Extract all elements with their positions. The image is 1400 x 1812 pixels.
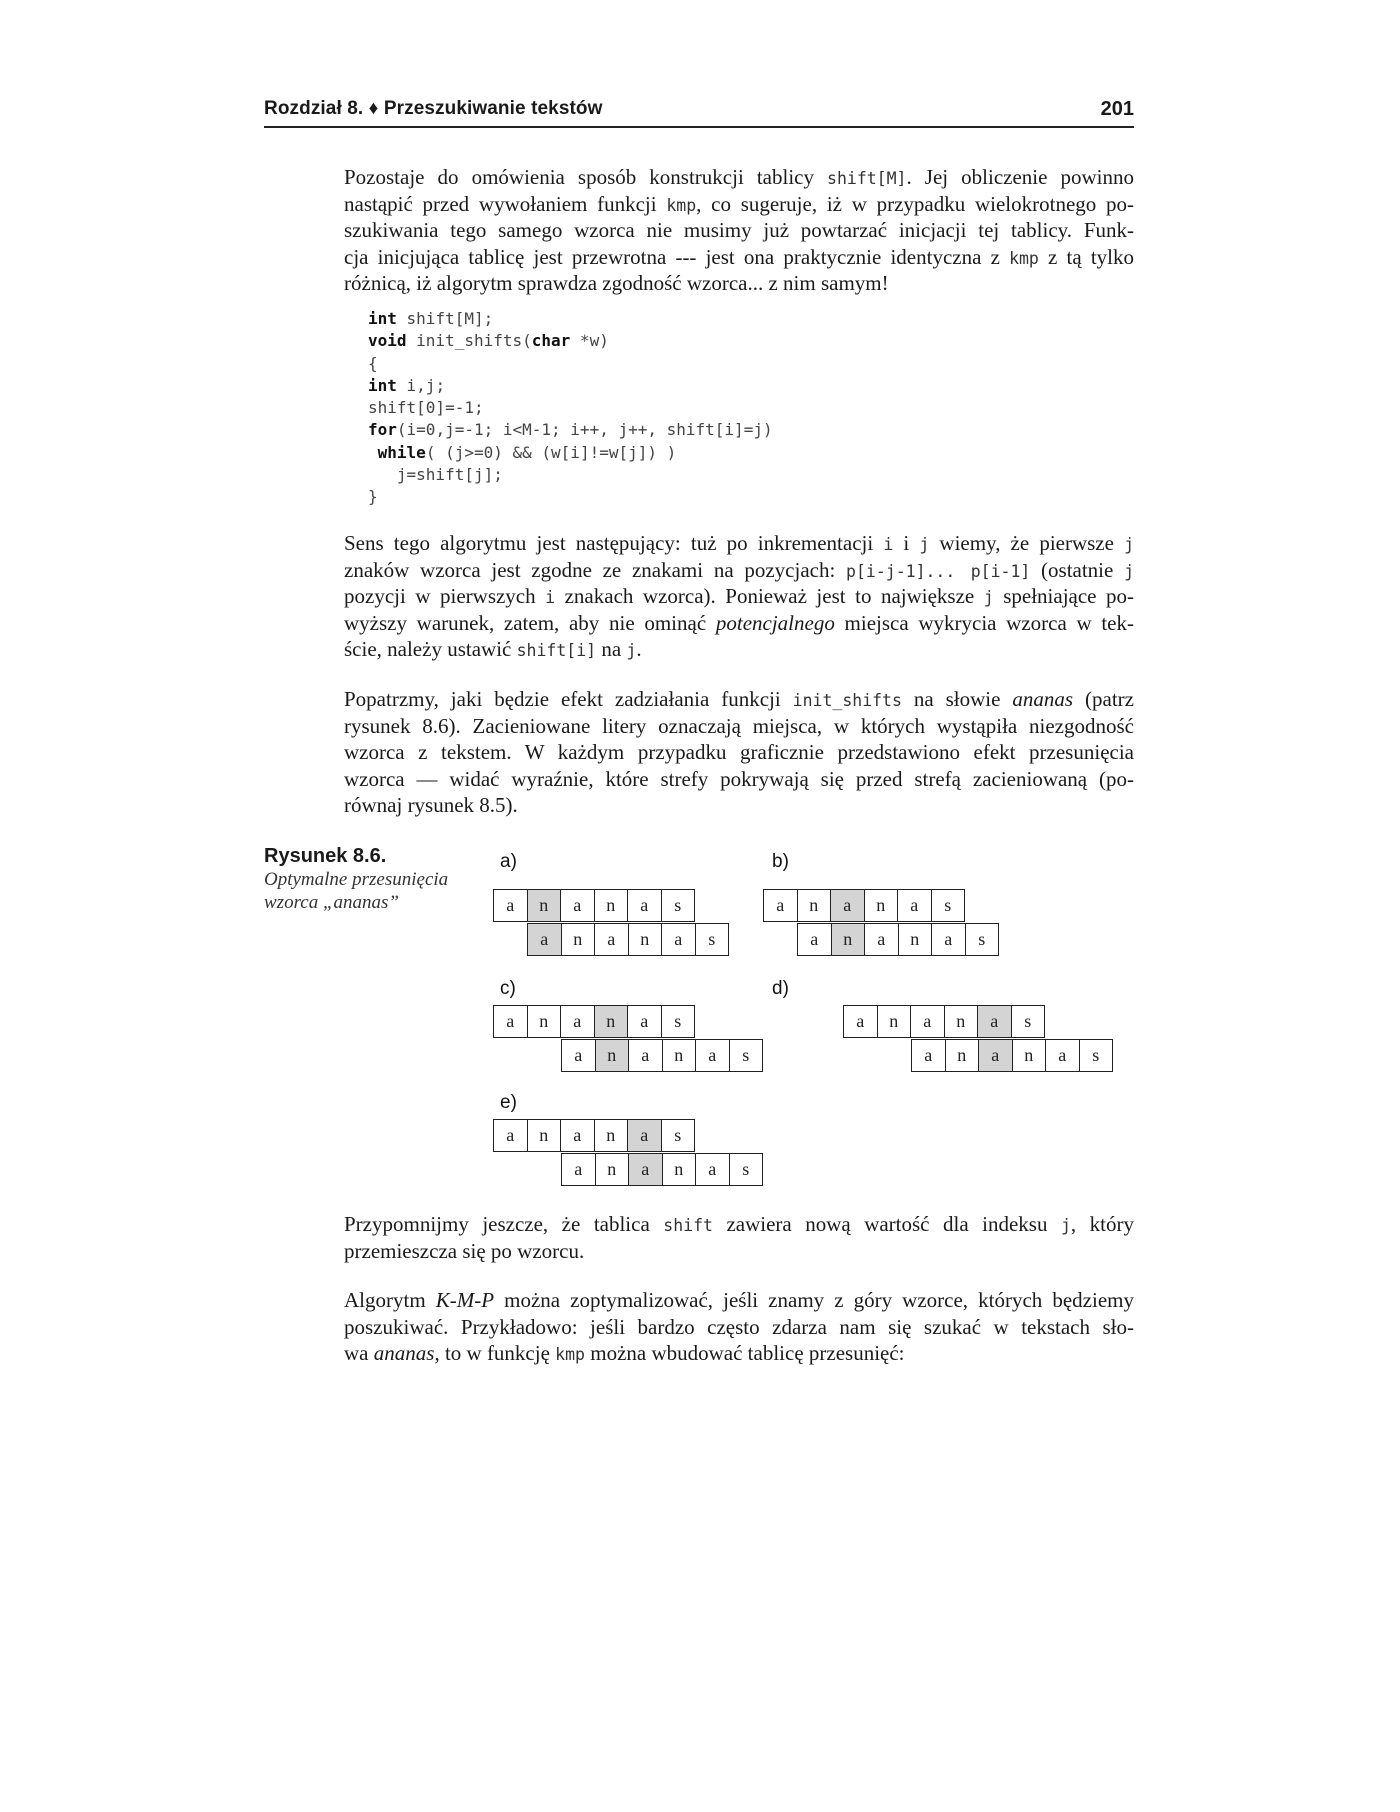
paragraph-line: rysunek 8.6). Zacieniowane litery oznaczają miejsca, w których wystąpiła niezgodność [344, 713, 1134, 738]
letter-cell: a [561, 1120, 595, 1152]
text: Przypomnijmy jeszcze, że tablica [344, 1212, 664, 1236]
figure-title: Rysunek 8.6. [264, 845, 387, 867]
pattern-strip [797, 923, 999, 956]
letter-cell: a [494, 890, 528, 922]
text: zawiera nową wartość dla indeksu [712, 1212, 1061, 1236]
shaded-letter-cell: n [832, 924, 866, 956]
paragraph-line [344, 686, 1134, 713]
pattern-strip [561, 1153, 763, 1186]
letter-cell: s [966, 924, 1000, 956]
paragraph-line [344, 636, 1134, 665]
shaded-letter-cell: a [979, 1040, 1013, 1072]
code-text: (i=0,j=-1; i<M-1; i++, j++, shift[i]=j) [396, 420, 773, 440]
letter-cell: n [629, 924, 663, 956]
shaded-letter-cell: n [595, 1006, 629, 1038]
paragraph-line: poszukiwać. Przykładowo: jeśli bardzo często zdarza nam się szukać w tekstach sło- [344, 1314, 1134, 1339]
panel-label: d) [772, 978, 789, 999]
running-header [264, 98, 1134, 126]
text-strip [763, 889, 965, 922]
letter-cell: a [628, 1006, 662, 1038]
paragraph-3 [344, 686, 1134, 819]
code-keyword: void [368, 331, 407, 351]
text: nastąpić przed wywołaniem funkcji [344, 191, 667, 216]
letter-cell: a [629, 1040, 663, 1072]
letter-cell: n [945, 1006, 979, 1038]
paragraph-line [344, 557, 1134, 584]
paragraph-line [344, 1211, 1134, 1238]
text: znakach wzorca). Ponieważ jest to największe [555, 584, 984, 608]
letter-cell: a [898, 890, 932, 922]
letter-cell: n [562, 924, 596, 956]
text-strip [493, 1119, 695, 1152]
text: (ostatnie [1030, 557, 1125, 582]
letter-cell: s [696, 924, 730, 956]
inline-code: j [1060, 1216, 1071, 1235]
paragraph-line: wzorca z tekstem. W każdym przypadku graficznie przedstawiono efekt przesunięcia [344, 740, 1134, 764]
code-line: j=shift[j]; [368, 465, 503, 485]
paragraph-line [344, 244, 1134, 271]
paragraph-line: szukiwania tego samego wzorca nie musimy już powtarzać inicjacji tej tablicy. Funk- [344, 218, 1134, 242]
letter-cell: n [899, 924, 933, 956]
code-text: shift[M]; [396, 309, 494, 328]
code-line [368, 330, 773, 352]
letter-cell: s [1080, 1040, 1114, 1072]
letter-cell: n [1013, 1040, 1047, 1072]
letter-cell: n [878, 1006, 912, 1038]
text: . Jej obliczenie powinno [906, 165, 1134, 189]
paragraph-1 [344, 164, 1134, 297]
letter-cell: n [528, 1120, 562, 1152]
letter-cell: s [662, 1006, 696, 1038]
inline-code: i [883, 535, 894, 554]
letter-cell: n [528, 1006, 562, 1038]
shaded-letter-cell: n [528, 890, 562, 922]
inline-code: j [626, 641, 637, 660]
text: ście, należy ustawić [344, 637, 517, 661]
text: na słowie [901, 687, 1013, 711]
pattern-strip [561, 1039, 763, 1072]
text: cja inicjująca tablicę jest przewrotna --- jest ona praktycznie identyczna z [344, 244, 1010, 269]
panel-label: b) [772, 851, 789, 872]
shaded-letter-cell: a [528, 924, 562, 956]
text: . [636, 637, 642, 661]
letter-cell: a [562, 1040, 596, 1072]
letter-cell: a [494, 1120, 528, 1152]
letter-cell: s [730, 1154, 764, 1186]
code-line: } [368, 487, 378, 507]
code-indent [368, 443, 378, 462]
letter-cell: a [494, 1006, 528, 1038]
text: , co sugeruje, iż w przypadku wielokrotnego po- [696, 191, 1134, 216]
code-listing [368, 308, 773, 509]
letter-cell: a [932, 924, 966, 956]
letter-cell: s [932, 890, 966, 922]
text: i [893, 531, 920, 555]
text-strip [493, 889, 695, 922]
text: spełniające po- [993, 584, 1134, 608]
page-number: 201 [1100, 98, 1134, 120]
inline-code: j [919, 535, 930, 554]
paragraph-5 [344, 1287, 1134, 1369]
emphasis: K-M-P [435, 1288, 495, 1312]
paragraph-line: różnicą, iż algorytm sprawdza zgodność wzorca... z nim samym! [344, 271, 889, 295]
text: wyższy warunek, zatem, aby nie ominąć [344, 610, 716, 635]
inline-code: j [983, 588, 994, 607]
paragraph-4 [344, 1211, 1134, 1264]
code-line: { [368, 353, 378, 373]
letter-cell: a [911, 1006, 945, 1038]
inline-code: init_shifts [792, 691, 902, 710]
code-text: *w) [570, 331, 609, 351]
letter-cell: a [798, 924, 832, 956]
letter-cell: a [595, 924, 629, 956]
paragraph-line [344, 530, 1134, 557]
code-keyword: for [368, 420, 397, 440]
paragraph-line [344, 610, 1134, 637]
emphasis: ananas [1012, 687, 1074, 711]
inline-code: kmp [666, 195, 697, 215]
text: znaków wzorca jest zgodne ze znakami na pozycjach: [344, 557, 847, 582]
paragraph-line: równaj rysunek 8.5). [344, 793, 518, 817]
code-line: shift[0]=-1; [368, 398, 484, 418]
header-rule [264, 126, 1134, 128]
code-line [368, 419, 773, 441]
letter-cell: a [662, 924, 696, 956]
paragraph-line [344, 1287, 1134, 1314]
code-text: i,j; [396, 375, 446, 395]
inline-code: kmp [555, 1345, 585, 1364]
code-text: init_shifts( [406, 331, 532, 351]
text: wa [344, 1341, 374, 1365]
paragraph-line: wzorca — widać wyraźnie, które strefy pokrywają się przed strefą zacieniowaną (po- [344, 766, 1134, 791]
letter-cell: a [696, 1040, 730, 1072]
paragraph-line [344, 191, 1134, 218]
letter-cell: s [662, 1120, 696, 1152]
text: Pozostaje do omówienia sposób konstrukcji tablicy [344, 165, 828, 189]
letter-cell: n [946, 1040, 980, 1072]
letter-cell: s [662, 890, 696, 922]
emphasis: potencjalnego [715, 610, 835, 635]
text: można zoptymalizować, jeśli znamy z góry wzorce, których będziemy [494, 1288, 1134, 1312]
inline-code: j [1124, 535, 1134, 554]
letter-cell: a [628, 890, 662, 922]
code-line [368, 308, 773, 330]
text: Popatrzmy, jaki będzie efekt zadziałania funkcji [344, 687, 793, 711]
letter-cell: n [595, 890, 629, 922]
text: Sens tego algorytmu jest następujący: tuż po inkrementacji [344, 531, 884, 555]
letter-cell: a [1046, 1040, 1080, 1072]
text: , to w funkcję [434, 1341, 556, 1365]
shaded-letter-cell: n [596, 1040, 630, 1072]
inline-code: shift[i] [516, 641, 597, 660]
code-text: ( (j>=0) && (w[i]!=w[j]) ) [425, 442, 677, 462]
text-strip [493, 1005, 695, 1038]
text: wiemy, że pierwsze [929, 531, 1125, 555]
code-keyword: char [531, 331, 571, 351]
figure-description-line: Optymalne przesunięcia [264, 869, 449, 890]
text: z tą tylko [1038, 244, 1134, 269]
code-keyword: while [377, 442, 426, 462]
letter-cell: a [764, 890, 798, 922]
text: miejsca wykrycia wzorca w tek- [834, 610, 1134, 635]
shaded-letter-cell: a [629, 1154, 663, 1186]
letter-cell: n [596, 1154, 630, 1186]
code-line [368, 375, 773, 397]
letter-cell: a [912, 1040, 946, 1072]
letter-cell: a [844, 1006, 878, 1038]
pattern-strip [911, 1039, 1113, 1072]
paragraph-2 [344, 530, 1134, 665]
letter-cell: a [561, 890, 595, 922]
inline-code: kmp [1009, 248, 1039, 268]
letter-cell: n [663, 1154, 697, 1186]
text-strip [843, 1005, 1045, 1038]
letter-cell: a [562, 1154, 596, 1186]
text: (patrz [1073, 687, 1134, 711]
paragraph-line [344, 164, 1134, 191]
inline-code: shift[M] [827, 169, 907, 188]
figure-caption [264, 844, 484, 914]
emphasis: ananas [373, 1341, 435, 1365]
text: pozycji w pierwszych [344, 584, 546, 608]
letter-cell: a [865, 924, 899, 956]
text: można wbudować tablicę przesunięć: [584, 1341, 905, 1365]
paragraph-line [344, 1340, 1134, 1369]
letter-cell: a [561, 1006, 595, 1038]
shaded-letter-cell: a [831, 890, 865, 922]
letter-cell: s [730, 1040, 764, 1072]
letter-cell: n [595, 1120, 629, 1152]
panel-label: a) [500, 851, 517, 872]
inline-code: shift [663, 1216, 713, 1235]
letter-cell: s [1012, 1006, 1046, 1038]
chapter-title: Rozdział 8. ♦ Przeszukiwanie tekstów [264, 98, 603, 119]
letter-cell: n [663, 1040, 697, 1072]
text: na [596, 637, 627, 661]
letter-cell: a [696, 1154, 730, 1186]
text: , który [1070, 1212, 1134, 1236]
paragraph-line [344, 583, 1134, 610]
shaded-letter-cell: a [978, 1006, 1012, 1038]
letter-cell: n [865, 890, 899, 922]
shaded-letter-cell: a [628, 1120, 662, 1152]
inline-code: i [545, 588, 556, 607]
inline-code: j [1124, 561, 1134, 581]
code-line [368, 442, 773, 464]
text: Algorytm [344, 1288, 436, 1312]
paragraph-line: przemieszcza się po wzorcu. [344, 1238, 585, 1263]
code-keyword: int [368, 375, 397, 395]
panel-label: c) [500, 978, 516, 999]
letter-cell: n [798, 890, 832, 922]
figure-description-line: wzorca „ananas” [264, 892, 399, 913]
inline-code: p[i-j-1]... p[i-1] [846, 561, 1031, 581]
pattern-strip [527, 923, 729, 956]
code-keyword: int [368, 309, 397, 328]
panel-label: e) [500, 1092, 517, 1113]
